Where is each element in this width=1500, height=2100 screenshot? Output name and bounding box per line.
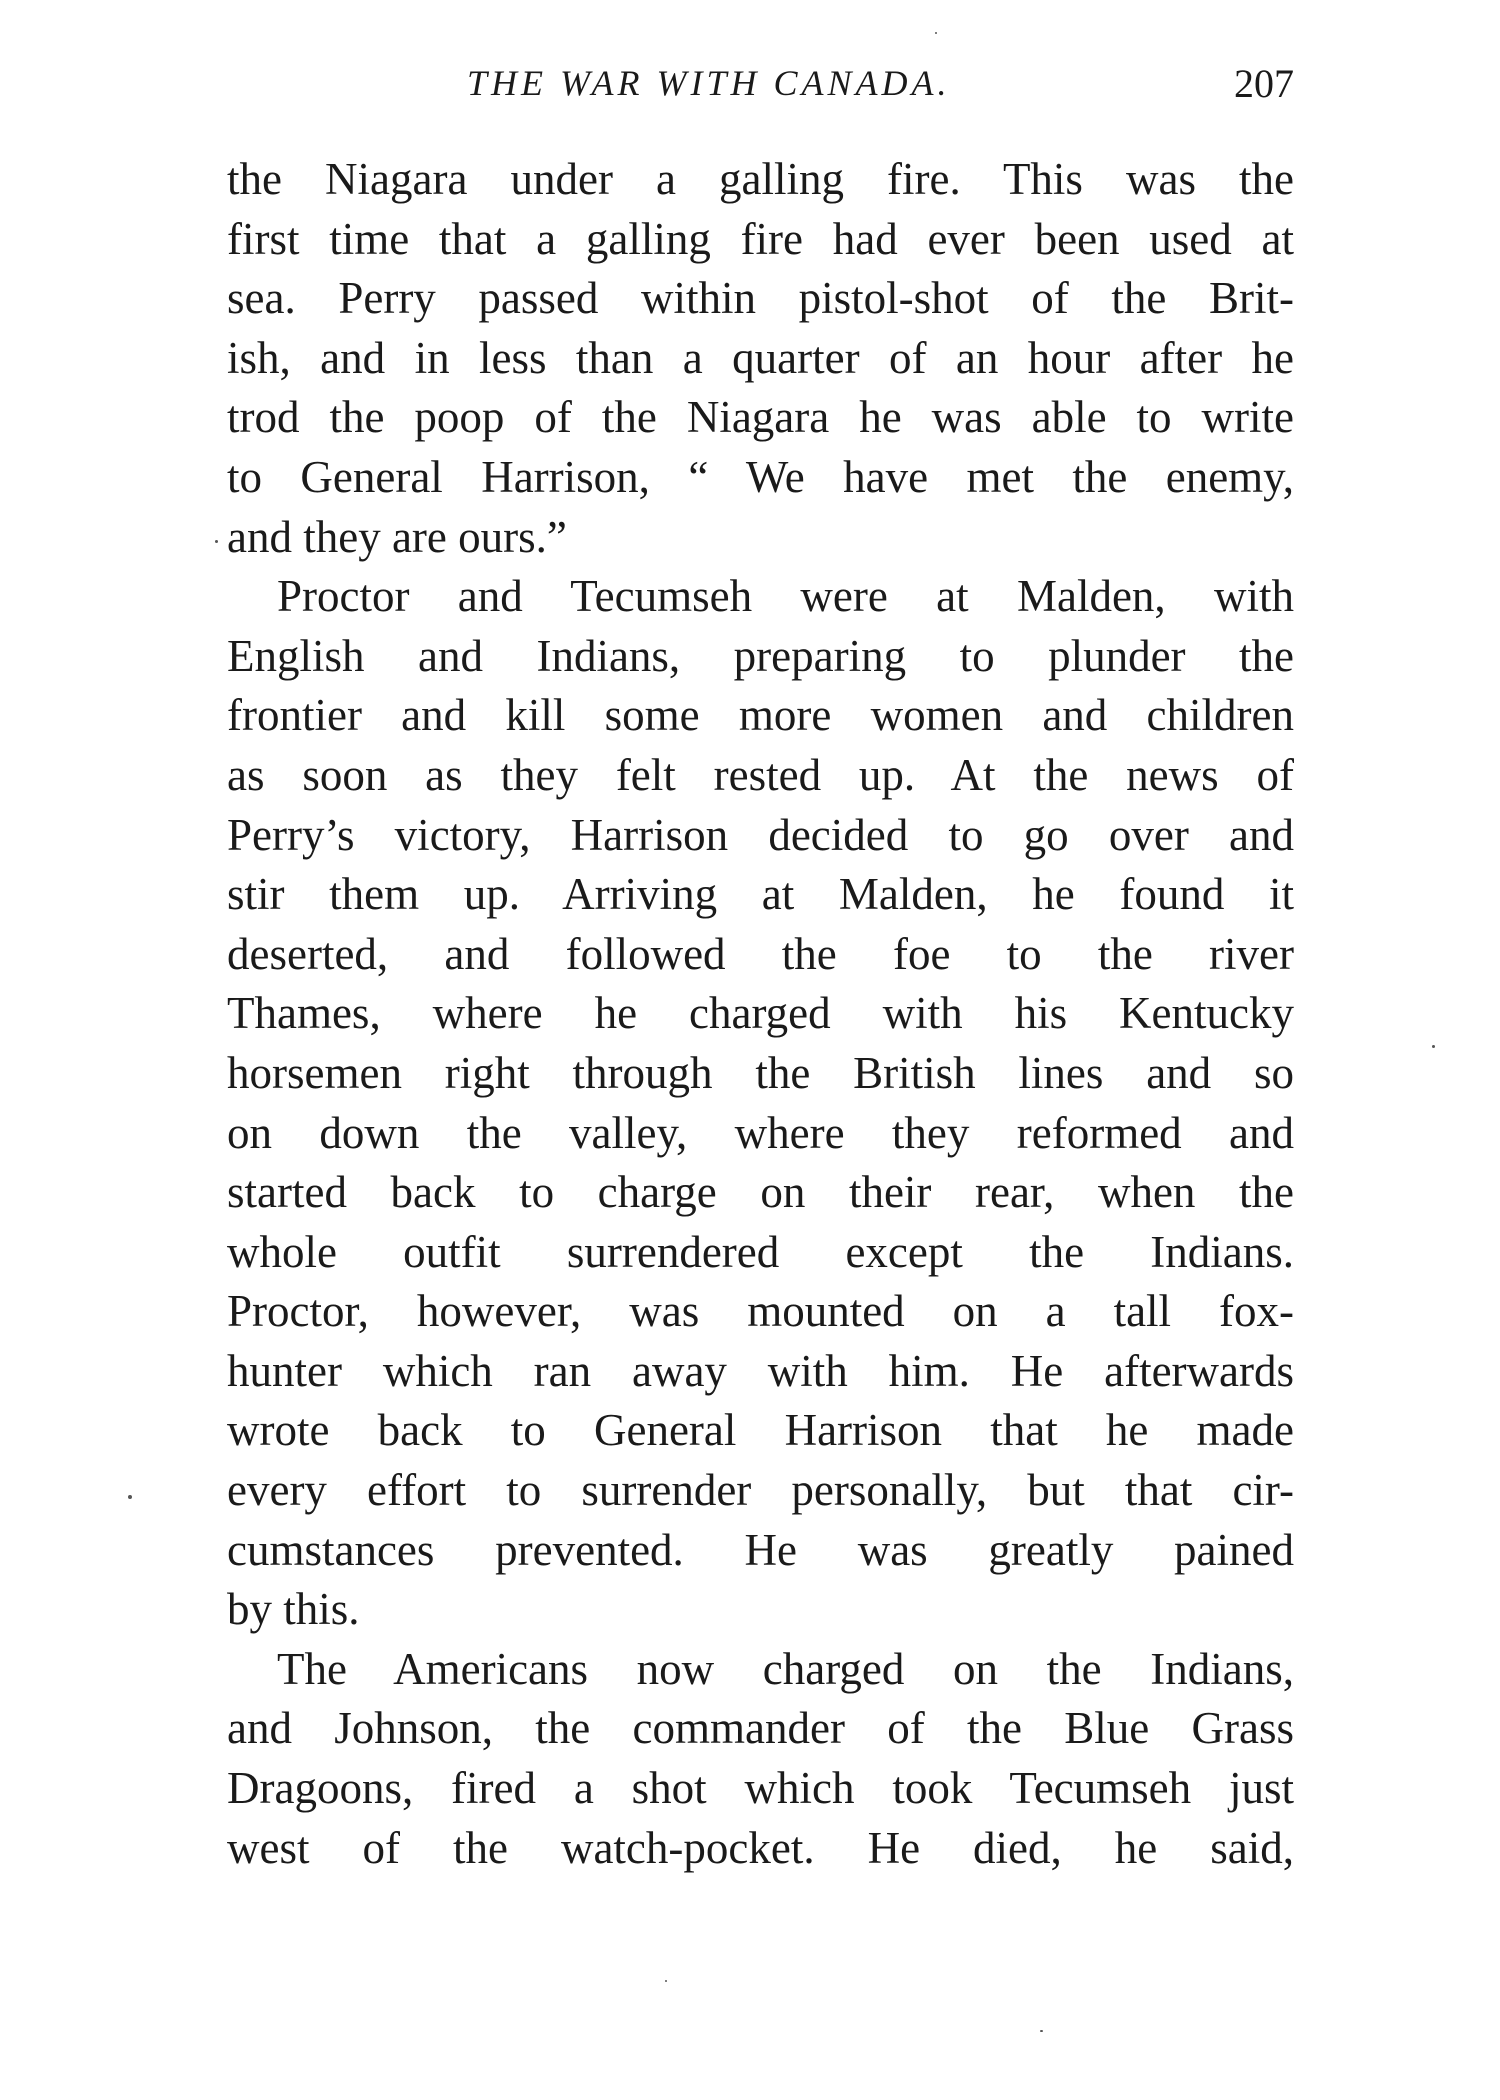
text-line: trod the poop of the Niagara he was able to write — [227, 392, 1294, 443]
text-line: hunter which ran away with him. He afterwards — [227, 1345, 1294, 1396]
text-line: sea. Perry passed within pistol-shot of the Brit- — [227, 273, 1294, 324]
text-line: started back to charge on their rear, when the — [227, 1167, 1294, 1218]
text-line: first time that a galling fire had ever been used at — [227, 213, 1294, 264]
speck-mark — [215, 540, 218, 543]
text-line: Perry’s victory, Harrison decided to go over and — [227, 809, 1294, 860]
text-line: ish, and in less than a quarter of an hour after he — [227, 332, 1294, 383]
speck-mark — [1432, 1045, 1435, 1048]
speck-mark — [128, 1495, 132, 1499]
text-line: the Niagara under a galling fire. This was the — [227, 154, 1294, 204]
page-number: 207 — [1234, 61, 1294, 106]
paragraph-start-line: Proctor and Tecumseh were at Malden, with — [277, 571, 1294, 622]
speck-mark — [935, 32, 937, 34]
text-line: Proctor, however, was mounted on a tall fox- — [227, 1286, 1294, 1337]
text-line: as soon as they felt rested up. At the news of — [227, 749, 1294, 800]
text-line: west of the watch-pocket. He died, he said, — [227, 1822, 1294, 1873]
text-line: by this. — [227, 1584, 360, 1635]
running-head — [227, 62, 1294, 122]
text-line: horsemen right through the British lines and so — [227, 1047, 1294, 1098]
text-line: stir them up. Arriving at Malden, he found it — [227, 869, 1294, 920]
text-line: Thames, where he charged with his Kentucky — [227, 988, 1294, 1039]
text-line: and Johnson, the commander of the Blue Grass — [227, 1703, 1294, 1754]
text-line: to General Harrison, “ We have met the enemy, — [227, 451, 1294, 502]
text-line: wrote back to General Harrison that he made — [227, 1405, 1294, 1456]
speck-mark — [665, 1980, 667, 1982]
speck-mark — [1040, 2030, 1043, 2032]
paragraph-start-line: The Americans now charged on the Indians, — [277, 1643, 1294, 1694]
text-line: English and Indians, preparing to plunder the — [227, 630, 1294, 681]
body-text — [227, 150, 1294, 1878]
text-line: on down the valley, where they reformed and — [227, 1107, 1294, 1158]
text-line: deserted, and followed the foe to the river — [227, 928, 1294, 979]
text-line: Dragoons, fired a shot which took Tecumseh just — [227, 1763, 1294, 1814]
text-line: every effort to surrender personally, but that cir- — [227, 1465, 1294, 1516]
text-line: and they are ours.” — [227, 511, 567, 562]
running-title: THE WAR WITH CANADA. — [467, 63, 951, 103]
text-line: frontier and kill some more women and children — [227, 690, 1294, 741]
text-line: whole outfit surrendered except the Indians. — [227, 1226, 1294, 1277]
text-line: cumstances prevented. He was greatly pained — [227, 1524, 1294, 1575]
